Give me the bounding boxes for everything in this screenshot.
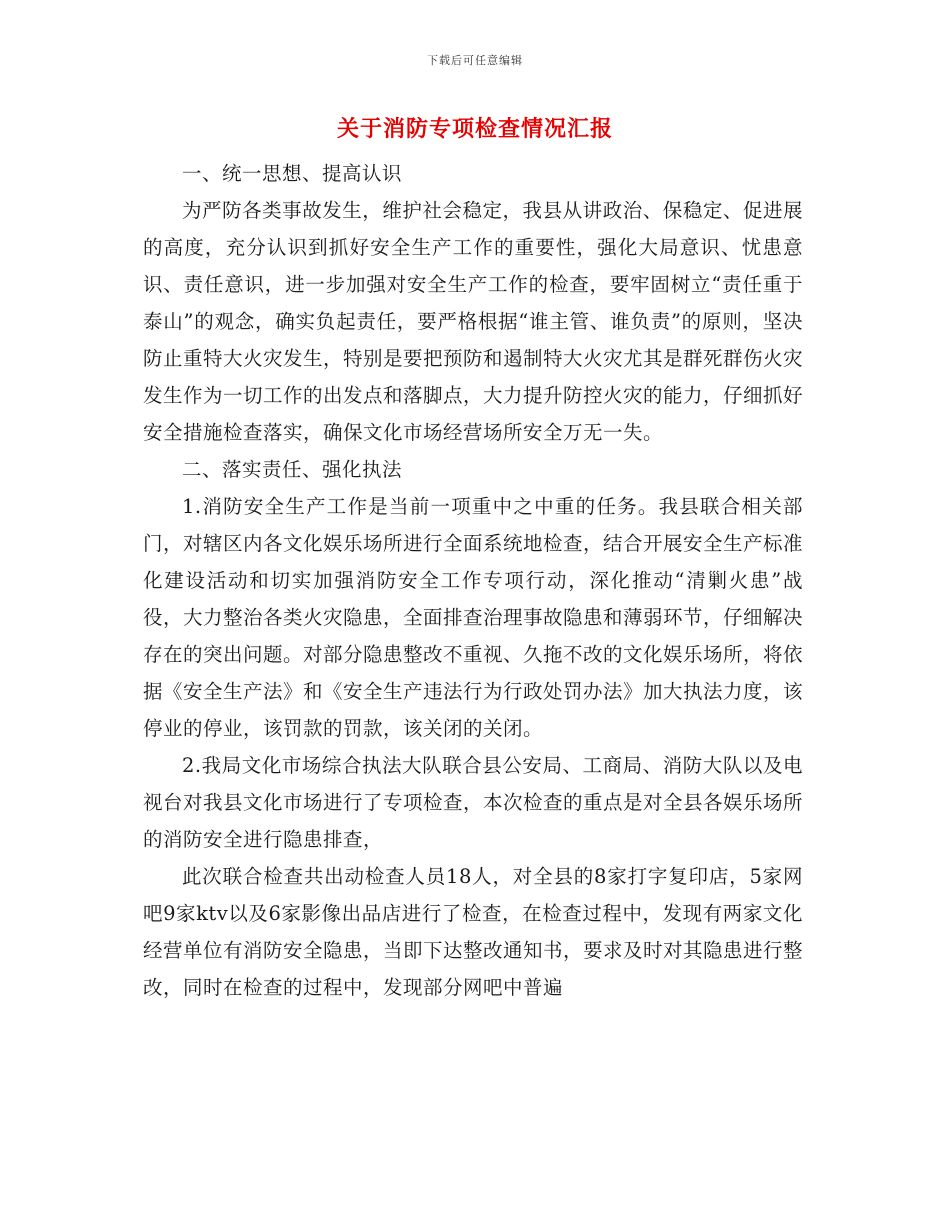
document-body xyxy=(143,155,803,1006)
paragraph-1: 为严防各类事故发生，维护社会稳定，我县从讲政治、保稳定、促进展的高度，充分认识到抓好安全生产工作的重要性，强化大局意识、忧患意识、责任意识，进一步加强对安全生产工作的检查，要牢固树立“责任重于泰山”的观念，确实负起责任，要严格根据“谁主管、谁负责”的原则，坚决防止重特大火灾发生，特别是要把预防和遏制特大火灾尤其是群死群伤火灾发生作为一切工作的出发点和落脚点，大力提升防控火灾的能力，仔细抓好安全措施检查落实，确保文化市场经营场所安全万无一失。 xyxy=(143,199,804,444)
section-heading-1: 一、统一思想、提高认识 xyxy=(182,162,403,185)
document-title: 关于消防专项检查情况汇报 xyxy=(336,116,613,142)
paragraph-3: 2.我局文化市场综合执法大队联合县公安局、工商局、消防大队以及电视台对我县文化市场进行了专项检查，本次检查的重点是对全县各娱乐场所的消防安全进行隐患排查， xyxy=(143,754,804,851)
section-heading-2: 二、落实责任、强化执法 xyxy=(182,458,403,481)
paragraph-4: 此次联合检查共出动检查人员18人，对全县的8家打字复印店，5家网吧9家ktv以及6家影像出品店进行了检查，在检查过程中，发现有两家文化经营单位有消防安全隐患，当即下达整改通知书，要求及时对其隐患进行整改，同时在检查的过程中，发现部分网吧中普遍 xyxy=(143,865,804,999)
paragraph-2: 1.消防安全生产工作是当前一项重中之中重的任务。我县联合相关部门，对辖区内各文化娱乐场所进行全面系统地检查，结合开展安全生产标准化建设活动和切实加强消防安全工作专项行动，深化推动“清剿火患”战役，大力整治各类火灾隐患，全面排查治理事故隐患和薄弱环节，仔细解决存在的突出问题。对部分隐患整改不重视、久拖不改的文化娱乐场所，将依据《安全生产法》和《安全生产违法行为行政处罚办法》加大执法力度，该停业的停业，该罚款的罚款，该关闭的关闭。 xyxy=(143,495,804,740)
page-header-note: 下载后可任意编辑 xyxy=(427,54,523,67)
